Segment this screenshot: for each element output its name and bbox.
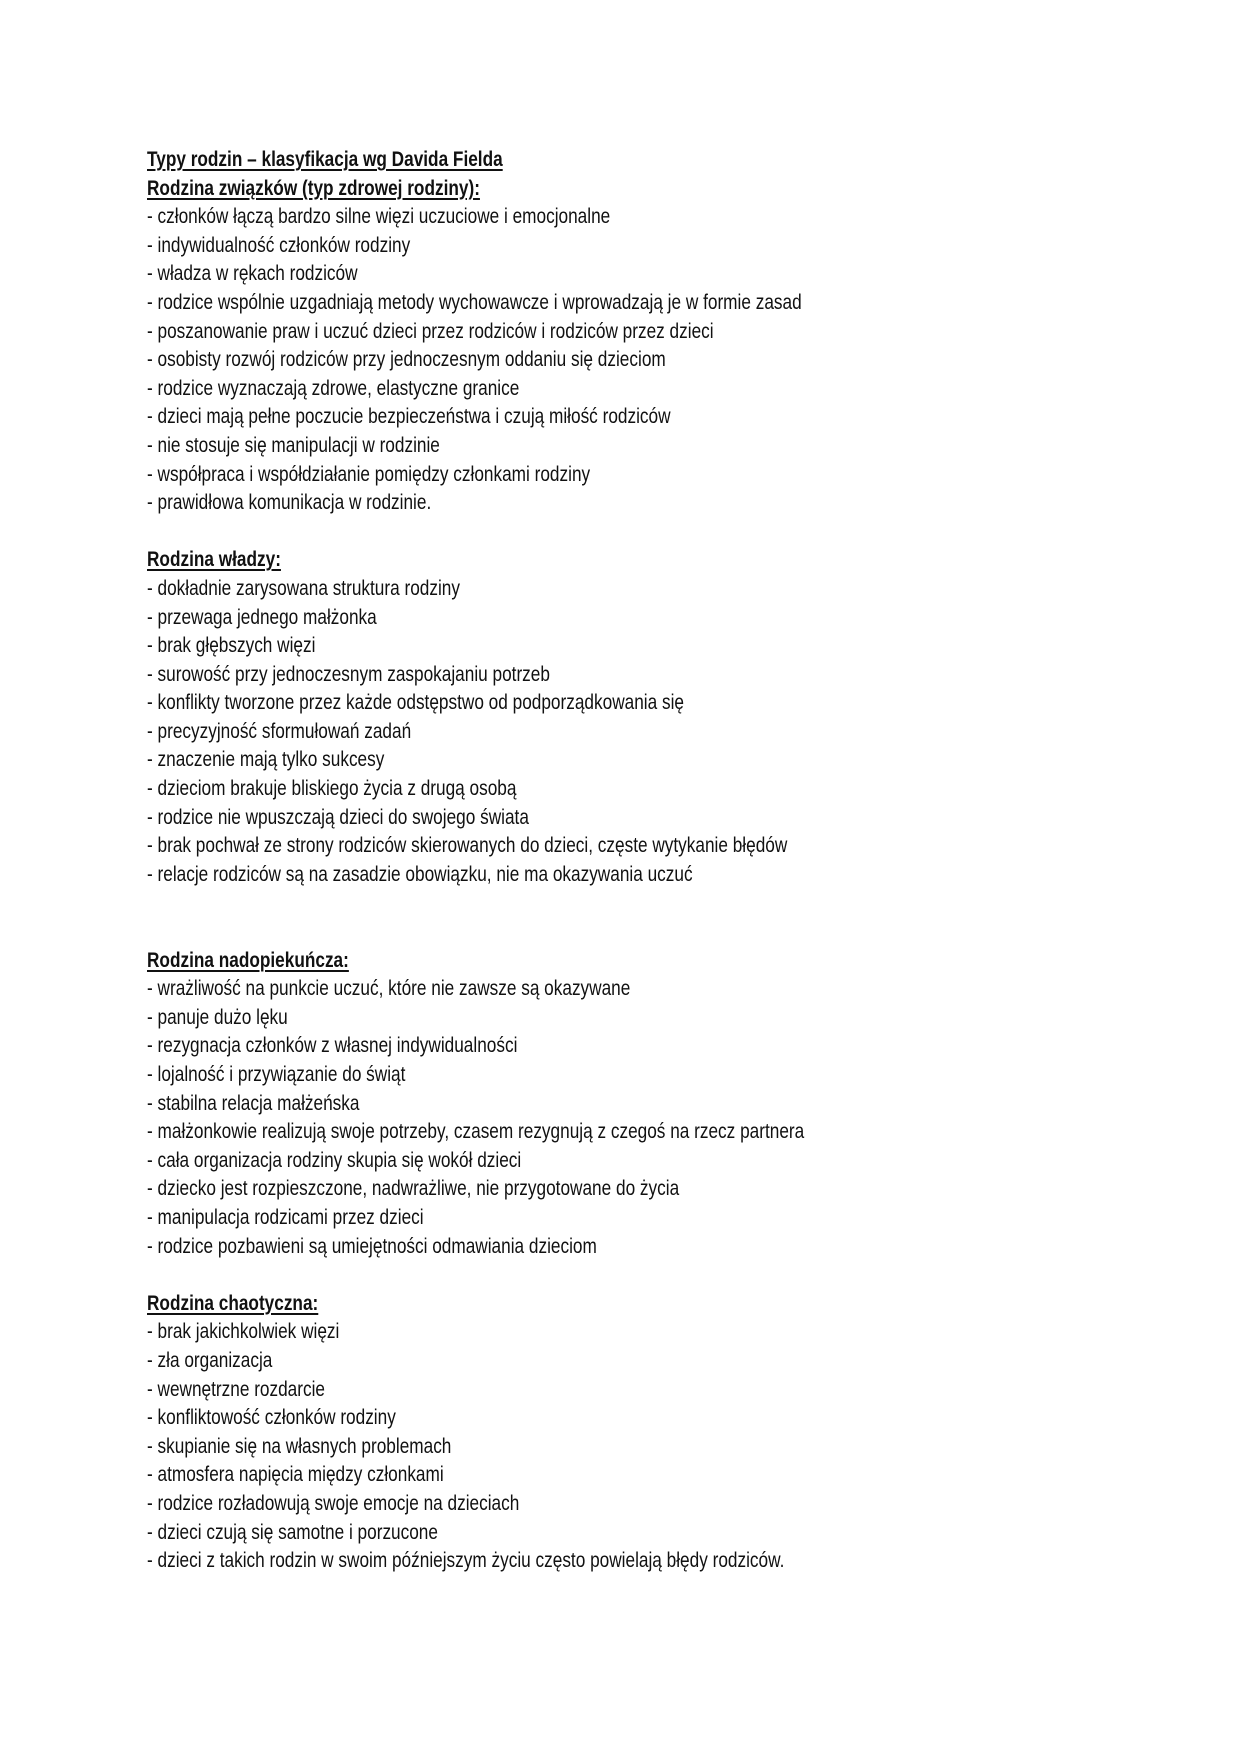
list-item: - rezygnacja członków z własnej indywidualności (147, 1034, 518, 1058)
list-item: - atmosfera napięcia między członkami (147, 1463, 444, 1487)
list-item: - dzieci z takich rodzin w swoim późniejszym życiu często powielają błędy rodziców. (147, 1549, 785, 1573)
list-item: - indywidualność członków rodziny (147, 233, 411, 257)
blank-line (147, 518, 1147, 547)
list-item: - prawidłowa komunikacja w rodzinie. (147, 491, 432, 515)
list-item: - manipulacja rodzicami przez dzieci (147, 1205, 424, 1229)
section-heading: Rodzina władzy: (147, 548, 281, 572)
list-item: - rodzice wyznaczają zdrowe, elastyczne granice (147, 376, 520, 400)
section-rodzina-nadopiekuncza (147, 947, 1147, 1262)
list-item: - dzieci czują się samotne i porzucone (147, 1520, 438, 1544)
list-item: - brak jakichkolwiek więzi (147, 1320, 340, 1344)
list-item: - surowość przy jednoczesnym zaspokajaniu potrzeb (147, 662, 550, 686)
blank-lines (147, 889, 1147, 946)
document-title: Typy rodzin – klasyfikacja wg Davida Fielda (147, 148, 503, 171)
list-item: - konflikty tworzone przez każde odstępstwo od podporządkowania się (147, 691, 684, 715)
list-item: - władza w rękach rodziców (147, 262, 358, 286)
list-item: - dokładnie zarysowana struktura rodziny (147, 576, 460, 600)
list-item: - zła organizacja (147, 1348, 273, 1372)
list-item: - wewnętrzne rozdarcie (147, 1377, 326, 1401)
list-item: - rodzice rozładowują swoje emocje na dzieciach (147, 1491, 520, 1515)
section-heading: Rodzina nadopiekuńcza: (147, 948, 349, 972)
section-heading: Rodzina związków (typ zdrowej rodziny): (147, 176, 480, 200)
list-item: - znaczenie mają tylko sukcesy (147, 748, 385, 772)
list-item: - dziecko jest rozpieszczone, nadwrażliwe, nie przygotowane do życia (147, 1177, 680, 1201)
list-item: - małżonkowie realizują swoje potrzeby, czasem rezygnują z czegoś na rzecz partnera (147, 1120, 805, 1144)
document-page (147, 146, 1147, 1576)
section-rodzina-chaotyczna (147, 1290, 1147, 1576)
list-item: - relacje rodziców są na zasadzie obowiązku, nie ma okazywania uczuć (147, 862, 693, 886)
section-heading: Rodzina chaotyczna: (147, 1291, 319, 1315)
list-item: - członków łączą bardzo silne więzi uczuciowe i emocjonalne (147, 205, 611, 229)
list-item: - brak głębszych więzi (147, 634, 316, 658)
section-rodzina-wladzy (147, 546, 1147, 889)
list-item: - rodzice wspólnie uzgadniają metody wychowawcze i wprowadzają je w formie zasad (147, 290, 802, 314)
list-item: - panuje dużo lęku (147, 1005, 288, 1029)
list-item: - precyzyjność sformułowań zadań (147, 719, 412, 743)
list-item: - lojalność i przywiązanie do świąt (147, 1063, 406, 1086)
list-item: - dzieci mają pełne poczucie bezpieczeństwa i czują miłość rodziców (147, 405, 671, 429)
blank-line (147, 1261, 1147, 1290)
list-item: - cała organizacja rodziny skupia się wokół dzieci (147, 1148, 522, 1172)
list-item: - rodzice nie wpuszczają dzieci do swojego świata (147, 805, 529, 829)
list-item: - skupianie się na własnych problemach (147, 1434, 452, 1458)
list-item: - brak pochwał ze strony rodziców skierowanych do dzieci, częste wytykanie błędów (147, 834, 788, 858)
list-item: - stabilna relacja małżeńska (147, 1091, 360, 1115)
list-item: - nie stosuje się manipulacji w rodzinie (147, 433, 440, 457)
list-item: - rodzice pozbawieni są umiejętności odmawiania dzieciom (147, 1234, 597, 1258)
list-item: - konfliktowość członków rodziny (147, 1406, 396, 1430)
list-item: - osobisty rozwój rodziców przy jednoczesnym oddaniu się dzieciom (147, 348, 666, 372)
list-item: - współpraca i współdziałanie pomiędzy członkami rodziny (147, 462, 591, 486)
section-rodzina-zwiazkow (147, 175, 1147, 518)
list-item: - wrażliwość na punkcie uczuć, które nie zawsze są okazywane (147, 977, 631, 1001)
list-item: - dzieciom brakuje bliskiego życia z drugą osobą (147, 777, 517, 801)
list-item: - poszanowanie praw i uczuć dzieci przez rodziców i rodziców przez dzieci (147, 319, 714, 343)
list-item: - przewaga jednego małżonka (147, 605, 377, 629)
